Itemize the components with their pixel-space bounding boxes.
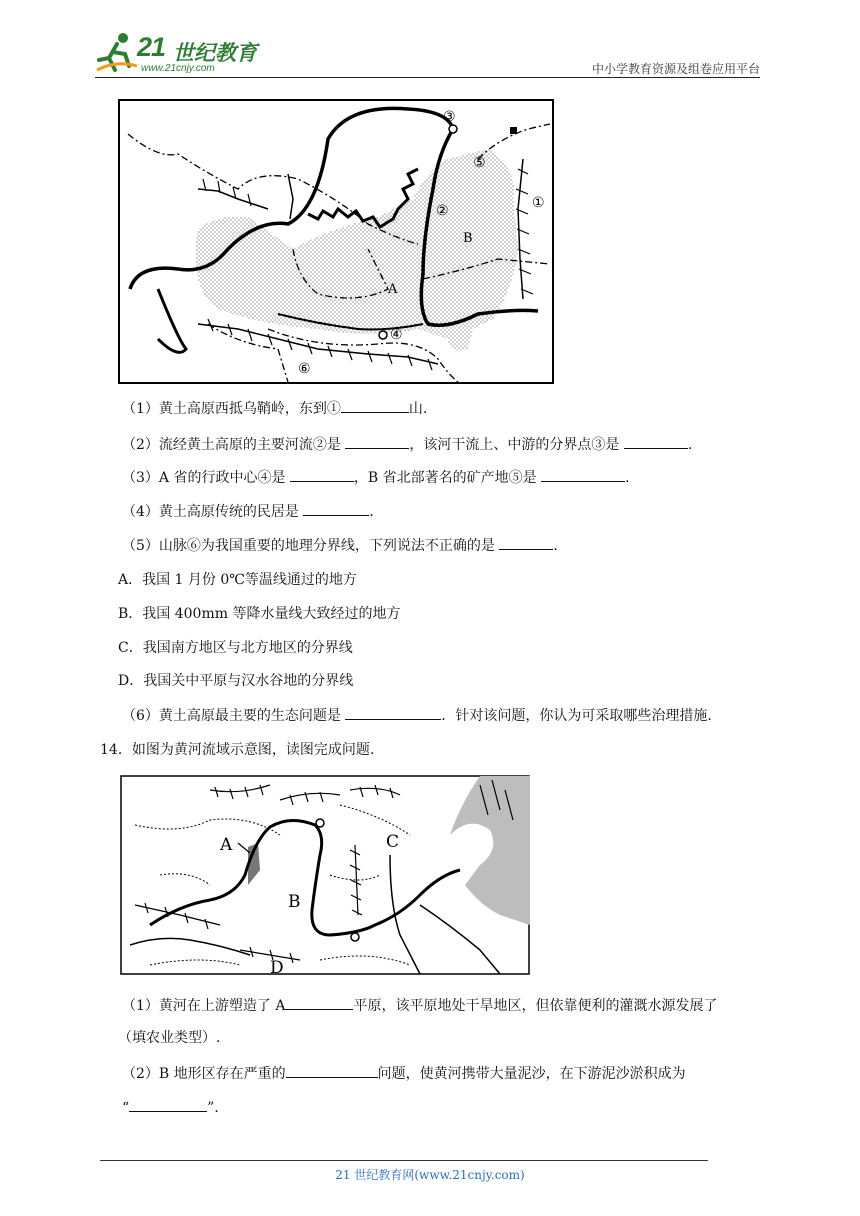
site-logo[interactable] <box>95 30 265 78</box>
answer-blank[interactable] <box>285 995 353 1010</box>
yellow-river-basin-map <box>120 775 530 975</box>
q13-part1: （1）黄土高原西抵乌鞘岭，东到① 山. <box>122 398 427 419</box>
taohuayu-marker <box>351 933 359 941</box>
map1-label-B: B <box>463 231 473 246</box>
platform-title: 中小学教育资源及组卷应用平台 <box>591 62 760 76</box>
map1-label-1: ① <box>532 195 545 211</box>
answer-blank[interactable] <box>624 434 688 449</box>
zhengzhou-city-marker <box>379 331 387 339</box>
header-divider <box>95 77 760 78</box>
footer-divider <box>100 1160 708 1161</box>
logo-number: 21 <box>137 32 166 62</box>
answer-blank[interactable] <box>345 434 409 449</box>
q14-part1-continued: （填农业类型）. <box>118 1030 221 1046</box>
beijing-marker <box>510 127 517 134</box>
map1-label-4: ④ <box>390 327 403 343</box>
option-d[interactable]: D．我国关中平原与汉水谷地的分界线 <box>118 673 354 689</box>
answer-blank[interactable] <box>303 501 369 516</box>
answer-blank[interactable] <box>345 705 441 720</box>
answer-blank[interactable] <box>290 467 354 482</box>
q14-stem: 14．如图为黄河流域示意图，读图完成问题. <box>100 742 375 758</box>
q13-part5: （5）山脉⑥为我国重要的地理分界线，下列说法不正确的是 . <box>122 535 558 556</box>
q14-part2: （2）B 地形区存在严重的 问题，使黄河携带大量泥沙，在下游泥沙淤积成为 <box>122 1063 686 1084</box>
answer-blank[interactable] <box>129 1097 207 1112</box>
q13-part4: （4）黄土高原传统的民居是 . <box>122 501 374 522</box>
map1-label-3: ③ <box>443 109 456 125</box>
answer-blank[interactable] <box>541 467 625 482</box>
hekou-town-marker <box>316 819 324 827</box>
q13-part6: （6）黄土高原最主要的生态问题是 ．针对该问题，你认为可采取哪些治理措施. <box>122 705 712 726</box>
map1-label-5: ⑤ <box>473 155 486 171</box>
q14-part1: （1）黄河在上游塑造了 A 平原，该平原地处干旱地区，但依靠便利的灌溉水源发展了 <box>122 995 717 1016</box>
option-c[interactable]: C．我国南方地区与北方地区的分界线 <box>118 640 353 656</box>
footer-link[interactable]: 21 世纪教育网(www.21cnjy.com) <box>335 1168 525 1182</box>
logo-text: 世纪教育 <box>173 41 257 65</box>
map1-label-A: A <box>388 282 398 297</box>
answer-blank[interactable] <box>286 1063 378 1078</box>
map2-label-B: B <box>288 892 301 912</box>
q14-part2-continued: “ ”． <box>122 1097 228 1118</box>
map2-label-A: A <box>220 835 233 855</box>
option-a[interactable]: A．我国 1 月份 0℃等温线通过的地方 <box>118 572 357 588</box>
map2-label-D: D <box>270 958 284 975</box>
q13-part3: （3）A 省的行政中心④是 ，B 省北部著名的矿产地⑤是 . <box>122 467 630 488</box>
q13-part2: （2）流经黄土高原的主要河流②是 ，该河干流上、中游的分界点③是 . <box>122 434 692 455</box>
page-header <box>95 30 760 78</box>
answer-blank[interactable] <box>499 535 553 550</box>
option-b[interactable]: B．我国 400mm 等降水量线大致经过的地方 <box>118 606 401 622</box>
runner-logo-icon <box>95 30 139 76</box>
loess-plateau-map <box>118 99 554 384</box>
logo-url: www.21cnjy.com <box>141 63 215 74</box>
answer-blank[interactable] <box>341 398 409 413</box>
map1-label-6: ⑥ <box>298 361 311 377</box>
hekou-town-marker <box>449 125 457 133</box>
map2-label-C: C <box>386 832 400 852</box>
map1-label-2: ② <box>436 203 449 219</box>
